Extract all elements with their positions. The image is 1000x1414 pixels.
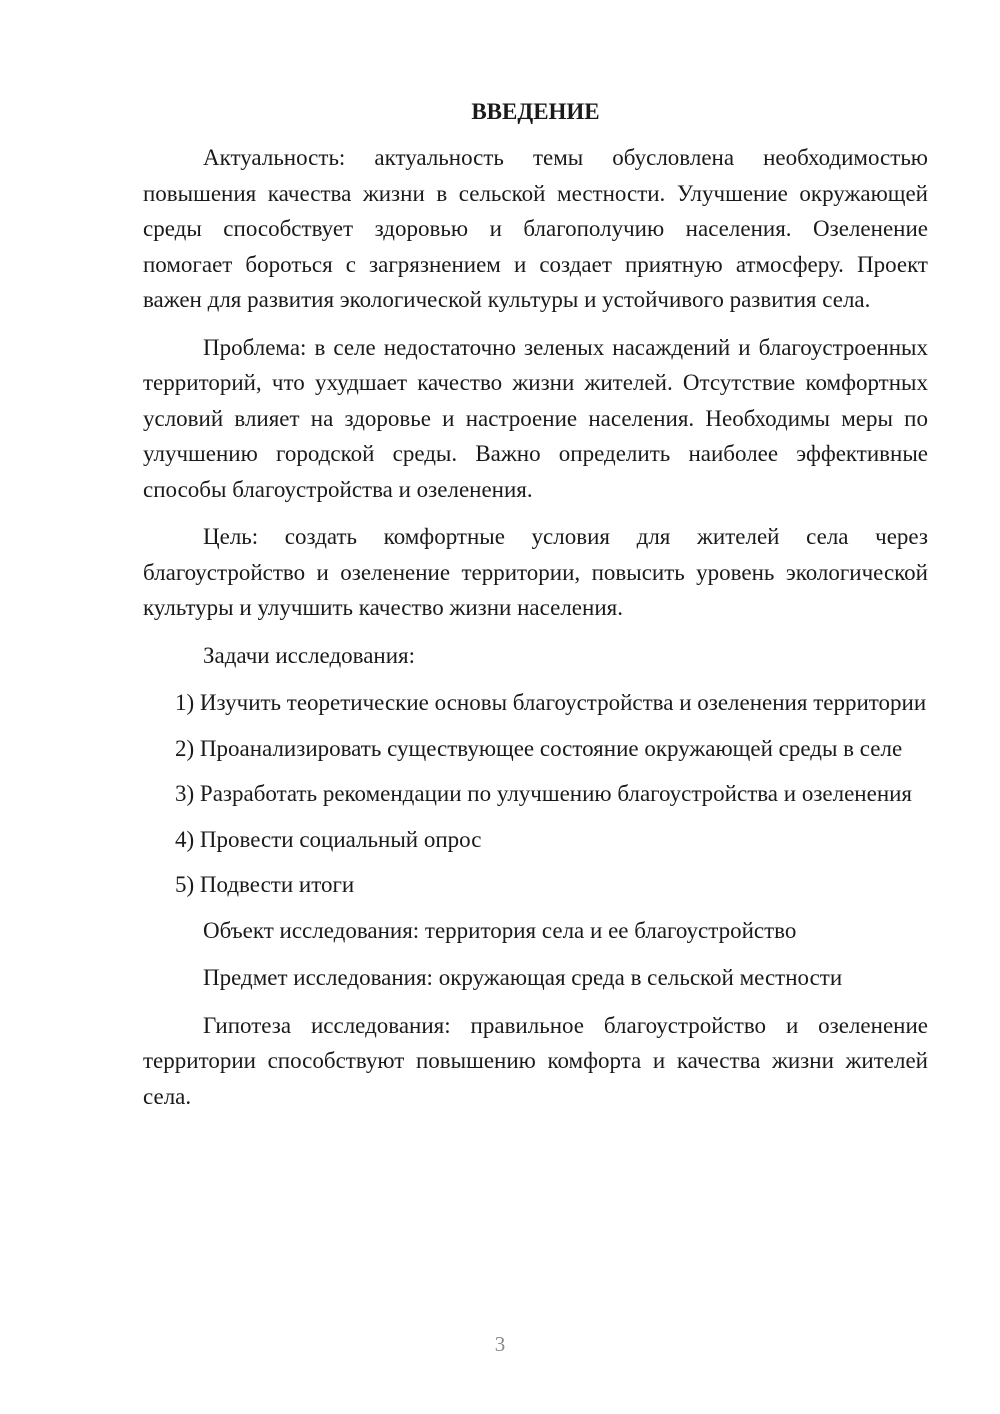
object-paragraph: Объект исследования: территория села и ее благоустройство [203, 917, 797, 943]
task-item-3: 3) Разработать рекомендации по улучшению благоустройства и озеленения [175, 781, 913, 806]
task-item-4: 4) Провести социальный опрос [175, 826, 482, 852]
task-item-1: 1) Изучить теоретические основы благоустройства и озеленения территории [175, 690, 927, 715]
tasks-heading: Задачи исследования: [203, 642, 416, 668]
task-item-2: 2) Проанализировать существующее состояние окружающей среды в селе [175, 735, 903, 761]
page-number: 3 [494, 1332, 506, 1356]
subject-paragraph: Предмет исследования: окружающая среда в сельской местности [203, 965, 843, 990]
relevance-paragraph: Актуальность: актуальность темы обусловлена необходимостью повышения качества жизни в сельской местности. Улучшение окружающей среды способствует здоровью и благополучию населения. Озеленение помогает бороться с загрязнением и создает приятную атмосферу. Проект важен для развития экологической культуры и устойчивого развития села. [143, 145, 928, 312]
problem-paragraph: Проблема: в селе недостаточно зеленых насаждений и благоустроенных территорий, что ухудшает качество жизни жителей. Отсутствие комфортных условий влияет на здоровье и настроение населения. Необходимы меры по улучшению городской среды. Важно определить наиболее эффективные способы благоустройства и озеленения. [143, 334, 928, 502]
hypothesis-paragraph: Гипотеза исследования: правильное благоустройство и озеленение территории способствуют повышению комфорта и качества жизни жителей села. [143, 1012, 928, 1109]
task-item-5: 5) Подвести итоги [175, 872, 355, 897]
section-title: ВВЕДЕНИЕ [471, 99, 600, 124]
goal-paragraph: Цель: создать комфортные условия для жителей села через благоустройство и озеленение территории, повысить уровень экологической культуры и улучшить качество жизни населения. [143, 524, 928, 620]
document-page [143, 96, 928, 1126]
